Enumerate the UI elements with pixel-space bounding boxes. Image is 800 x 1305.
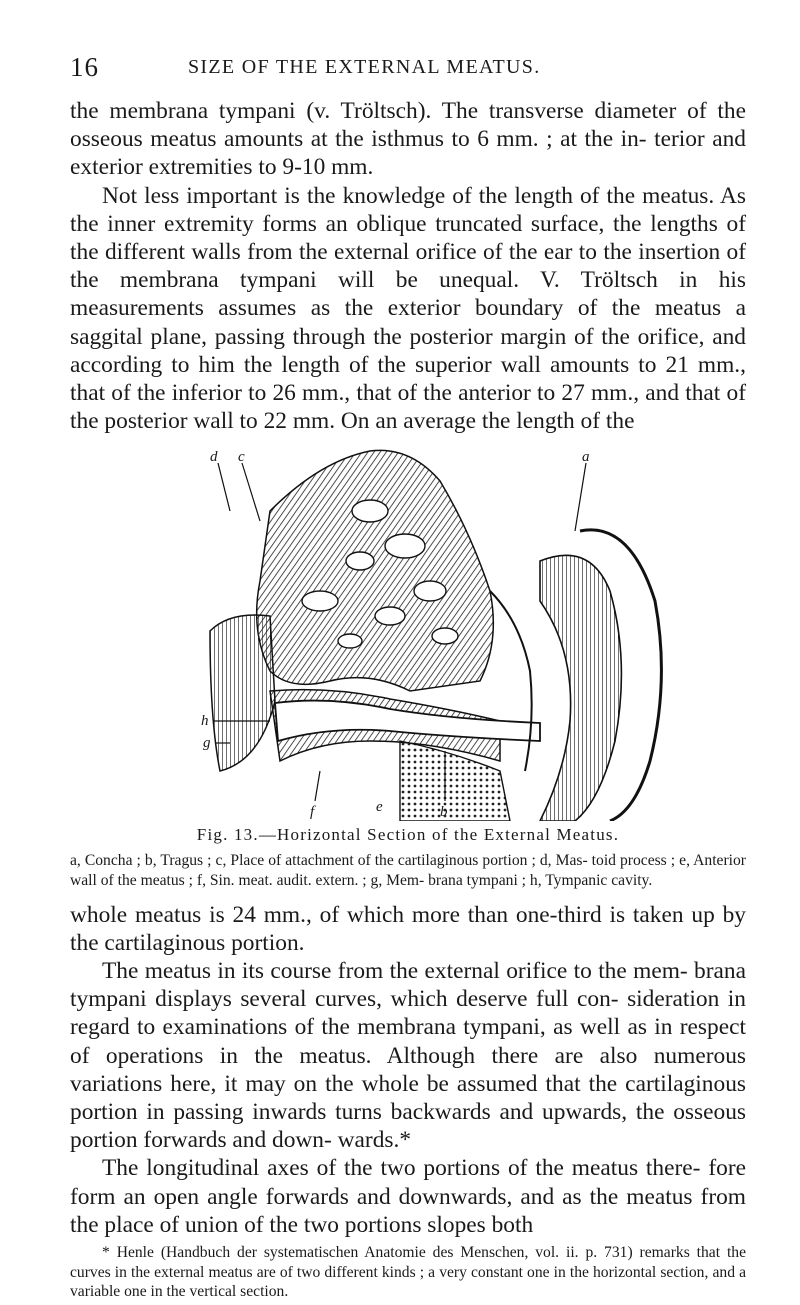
page-number: 16 (70, 52, 99, 82)
figure-legend: a, Concha ; b, Tragus ; c, Place of attachment of the cartilaginous portion ; d, Mas- toid process ; e, Anterior wall of the meatus ; f, Sin. meat. audit. extern. ; g, Mem- brana tympani ; h, Tympanic cavity. (70, 852, 746, 890)
label-h: h (201, 713, 209, 730)
label-c: c (238, 449, 245, 466)
figure-caption: Fig. 13.—Horizontal Section of the External Meatus. (196, 825, 620, 845)
running-head (70, 52, 746, 82)
paragraph-3: whole meatus is 24 mm., of which more than one-third is taken up by the cartilaginous portion. (70, 901, 746, 956)
figure-13 (70, 441, 746, 821)
page (70, 52, 746, 1302)
paragraph-2: Not less important is the knowledge of the length of the meatus. As the inner extremity forms an oblique truncated surface, the lengths of the different walls from the external orifice of the ear to the insertion of the membrana tympani will be unequal. V. Tröltsch in his measurements assumes as the exterior boundary of the meatus a saggital plane, passing through the posterior margin of the orifice, and according to him the length of the superior wall amounts to 21 mm., that of the inferior to 26 mm., that of the anterior to 27 mm., and that of the posterior wall to 22 mm. On an average the length of the (70, 182, 746, 435)
label-f: f (310, 804, 315, 821)
paragraph-5: The longitudinal axes of the two portions of the meatus there- fore form an open angle forwards and downwards, and as the meatus from the place of union of the two portions slopes both (70, 1155, 746, 1238)
label-a: a (582, 449, 590, 466)
mastoid-bone (257, 451, 494, 692)
running-title: SIZE OF THE EXTERNAL MEATUS. (188, 56, 541, 78)
paragraph-4: The meatus in its course from the external orifice to the mem- brana tympani displays several curves, which deserve full con- sideration in regard to examinations of the membrana tympani, as well as in respect of operations in the meatus. Although there are also numerous variations here, it may on the whole be assumed that the cartilaginous portion in passing inwards turns backwards and upwards, the osseous portion forwards and down- wards.* (70, 958, 746, 1154)
concha-cartilage (540, 556, 621, 822)
footnote: * Henle (Handbuch der systematischen Anatomie des Menschen, vol. ii. p. 731) remarks that the curves in the external meatus are of two different kinds ; a very constant one in the horizontal section, and a variable one in the vertical section. (70, 1244, 746, 1301)
paragraph-1: the membrana tympani (v. Tröltsch). The transverse diameter of the osseous meatus amounts at the isthmus to 6 mm. ; at the in- terior and exterior extremities to 9-10 mm. (70, 98, 746, 181)
label-g: g (203, 735, 211, 752)
label-e: e (376, 799, 383, 816)
anatomical-illustration (70, 441, 746, 821)
label-b: b (440, 804, 448, 821)
tympanic-cavity (210, 615, 275, 771)
label-d: d (210, 449, 218, 466)
